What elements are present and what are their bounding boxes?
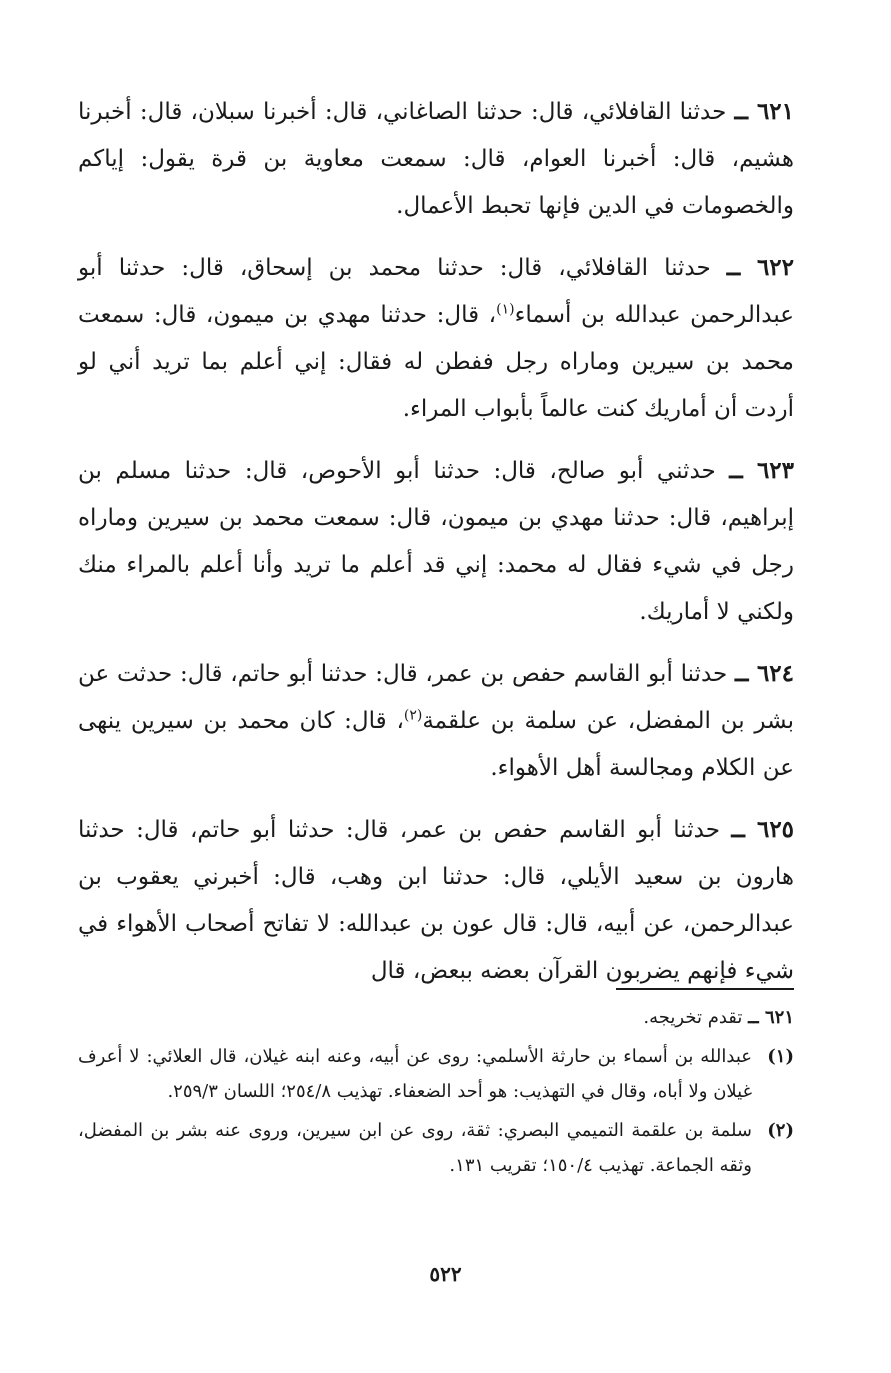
narration-624	[78, 650, 794, 792]
footnote-1	[78, 1039, 794, 1109]
narration-text: حدثنا القافلائي، قال: حدثنا محمد بن إسحاق، قال: حدثنا أبو عبدالرحمن عبدالله بن أسماء	[78, 255, 794, 328]
footnote-2	[78, 1113, 794, 1183]
page-number: ٥٢٢	[429, 1262, 462, 1286]
footnote-reference: (١)	[496, 301, 515, 318]
narration-text: حدثنا أبو القاسم حفص بن عمر، قال: حدثنا أبو حاتم، قال: حدثت عن بشر بن المفضل، عن سلمة بن علقمة	[78, 661, 794, 734]
narration-621	[78, 88, 794, 230]
footnotes	[78, 1000, 794, 1187]
footnote-text: عبدالله بن أسماء بن حارثة الأسلمي: روى عن أبيه، وعنه ابنه غيلان، قال العلائي: لا أعرف غيلان ولا أباه، وقال في التهذيب: هو أحد الضعفاء. تهذيب ٢٥٤/٨؛ اللسان ٢٥٩/٣.	[78, 1046, 752, 1102]
narration-622	[78, 244, 794, 433]
footnote-label: (٢)	[767, 1120, 794, 1141]
narration-623	[78, 447, 794, 636]
footnote-621	[78, 1000, 794, 1035]
narration-text-continued: ، قال: حدثنا مهدي بن ميمون، قال: سمعت محمد بن سيرين وماراه رجل ففطن له فقال: إني أعلم بما تريد أني لو أردت أن أماريك كنت عالماً بأبواب المراء.	[78, 302, 794, 422]
main-text	[78, 88, 794, 995]
footnote-text: سلمة بن علقمة التميمي البصري: ثقة، روى عن ابن سيرين، وروى عنه بشر بن المفضل، وثقه الجماعة. تهذيب ١٥٠/٤؛ تقريب ١٣١.	[78, 1120, 752, 1176]
narration-number: ٦٢٤ ــ	[735, 660, 795, 687]
narration-number: ٦٢٣ ــ	[729, 457, 795, 484]
narration-number: ٦٢١ ــ	[734, 98, 795, 125]
footnote-reference: (٢)	[403, 707, 423, 724]
footnote-label: (١)	[767, 1046, 794, 1067]
narration-text: حدثني أبو صالح، قال: حدثنا أبو الأحوص، قال: حدثنا مسلم بن إبراهيم، قال: حدثنا مهدي بن ميمون، قال: سمعت محمد بن سيرين وماراه رجل في شيء فقال له محمد: إني قد أعلم ما تريد وأنا أعلم بالمراء منك ولكني لا أماريك.	[78, 458, 794, 625]
footnote-divider	[616, 988, 794, 990]
footnote-text: تقدم تخريجه.	[643, 1007, 743, 1028]
narration-number: ٦٢٥ ــ	[731, 816, 795, 843]
footnote-label: ٦٢١ ــ	[748, 1007, 794, 1028]
narration-625	[78, 806, 794, 995]
narration-text: حدثنا أبو القاسم حفص بن عمر، قال: حدثنا أبو حاتم، قال: حدثنا هارون بن سعيد الأيلي، قال: حدثنا ابن وهب، قال: أخبرني يعقوب بن عبدالرحمن، عن أبيه، قال: قال عون بن عبدالله: لا تفاتح أصحاب الأهواء في شيء فإنهم يضربون القرآن بعضه ببعض، قال	[78, 817, 794, 984]
narration-number: ٦٢٢ ــ	[726, 254, 795, 281]
narration-text: حدثنا القافلائي، قال: حدثنا الصاغاني، قال: أخبرنا سبلان، قال: أخبرنا هشيم، قال: أخبرنا العوام، قال: سمعت معاوية بن قرة يقول: إياكم والخصومات في الدين فإنها تحبط الأعمال.	[78, 99, 794, 219]
book-page	[78, 88, 795, 1176]
narration-text-continued: ، قال: كان محمد بن سيرين ينهى عن الكلام ومجالسة أهل الأهواء.	[78, 708, 794, 781]
